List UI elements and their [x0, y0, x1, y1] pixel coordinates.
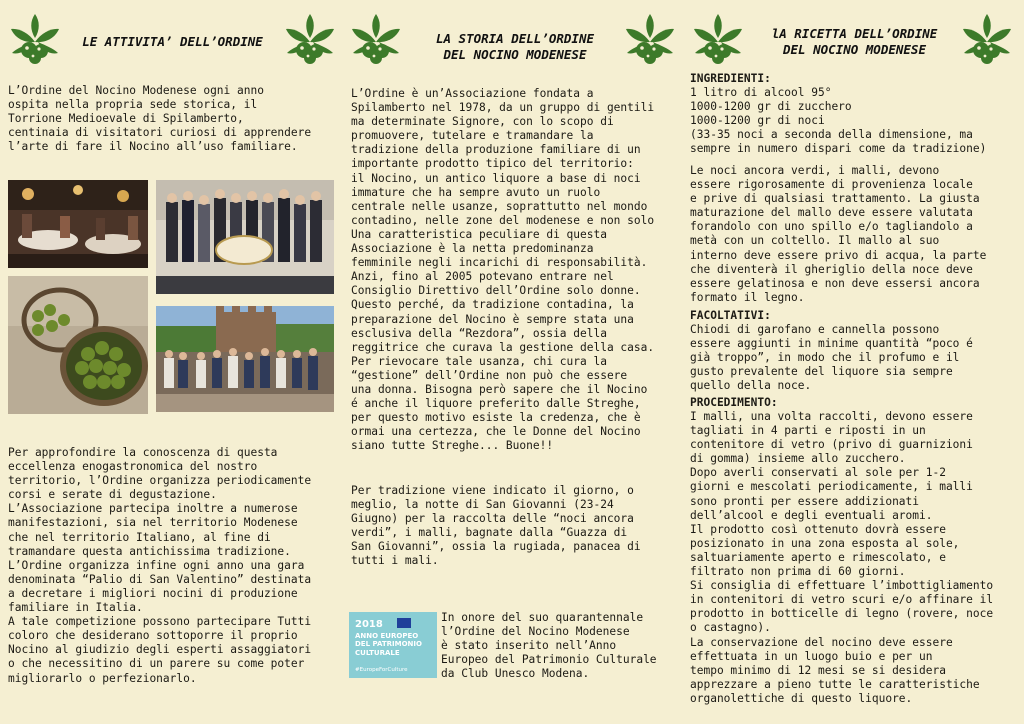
- ingredients-label: INGREDIENTI:: [690, 72, 771, 85]
- anniversary-note: In onore del suo quarantennale l’Ordine del Nocino Modenese è stato inserito nell’Anno Europeo del Patrimonio Culturale da Club Unesco Modena.: [441, 611, 657, 681]
- recipe-column: [685, 0, 1024, 724]
- history-body: L’Ordine è un’Associazione fondata a Spilamberto nel 1978, da un gruppo di gentili ma determinate Signore, con lo scopo di promuovere, tutelare e tramandare la tradizione della produzione familiare di un importante prodotto tipico del territorio: il Nocino, un antico liquore a base di noci immature che ha sempre avuto un ruolo centrale nelle usanze, soprattutto nel mondo contadino, nelle zone del modenese e non solo Una caratteristica peculiare di questa Associazione è la netta predominanza femminile negli incarichi di responsabilità. Anzi, fino al 2005 potevano entrare nel Consiglio Direttivo dell’Ordine solo donne. Questo perché, da tradizione contadina, la preparazione del Nocino è sempre stata una esclusiva della “Rezdora”, ossia della reggitrice che curava la gestione della casa. Per rievocare tale usanza, chi cura la “gestione” dell’Ordine non può che essere una donna. Bisogna però sapere che il Nocino é anche il liquore preferito dalle Streghe, per questo motivo esiste la credenza, che è ormai una certezza, che le Donne del Nocino siano tutte Streghe... Buone!!: [351, 87, 655, 453]
- activities-column: [0, 0, 345, 724]
- walnut-logo-icon: [691, 12, 745, 66]
- badge-hashtag: #EuropeForCulture: [355, 667, 408, 673]
- procedure-text: I malli, una volta raccolti, devono essere tagliati in 4 parti e riposti in un contenitore di vetro (privo di guarnizioni di gomma) insieme allo zucchero. Dopo averli conservati al sole per 1-2 giorni e mescolati periodicamente, i malli sono pronti per essere addizionati dell’alcool e degli eventuali aromi. Il prodotto così ottenuto dovrà essere posizionato in una zona esposta al sole, saltuariamente aperto e rimescolato, e filtrato non prima di 60 giorni. Si consiglia di effettuare l’imbottigliamento in contenitori di vetro scuri e/o affinare il prodotto in botticelle di legno (rovere, noce o castagno). La conservazione del nocino deve essere effettuata in un luogo buio e per un tempo minimo di 12 mesi se si desidera apprezzare a pieno tutte le caratteristiche organolettiche di questo liquore.: [690, 410, 994, 705]
- badge-text: ANNO EUROPEO DEL PATRIMONIO CULTURALE: [355, 632, 422, 657]
- recipe-header: [685, 12, 1024, 70]
- ingredients-notes: Le noci ancora verdi, i malli, devono essere rigorosamente di provenienza locale e prive di qualsiasi trattamento. La giusta maturazione del mallo deve essere valutata forandolo con uno spillo e/o tagliandolo a metà con un coltello. Il mallo al suo interno deve essere privo di acqua, la parte che diventerà il gheriglio della noce deve essere gelatinosa e non deve essersi ancora formato il legno.: [690, 164, 987, 304]
- history-column: [345, 0, 685, 724]
- recipe-title: lA RICETTA DELL’ORDINE DEL NOCINO MODENESE: [771, 26, 938, 57]
- activities-header: [0, 12, 345, 70]
- walnut-logo-icon: [349, 12, 403, 66]
- tradition-paragraph: Per tradizione viene indicato il giorno, o meglio, la notte di San Giovanni (23-24 Giugno) per la raccolta delle “noci ancora verdi”, i malli, bagnate dalla “Guazza di San Giovanni”, ossia la rugiada, panacea di tutti i mali.: [351, 484, 641, 568]
- activities-body: Per approfondire la conoscenza di questa eccellenza enogastronomica del nostro territorio, l’Ordine organizza periodicamente corsi e serate di degustazione. L’Associazione partecipa inoltre a numerose manifestazioni, sia nel territorio Modenese che nel territorio Italiano, al fine di tramandare questa antichissima tradizione. L’Ordine organizza infine ogni anno una gara denominata “Palio di San Valentino” destinata a decretare i migliori nocini di produzione familiare in Italia. A tale competizione possono partecipare Tutti coloro che desiderano sottoporre il proprio Nocino al giudizio degli esperti assaggiatori o che necessitino di un parere su come poter migliorarlo o perfezionarlo.: [8, 446, 312, 685]
- activities-intro: L’Ordine del Nocino Modenese ogni anno ospita nella propria sede storica, il Torrione Medioevale di Spilamberto, centinaia di visitatori curiosi di apprendere l’arte di fare il Nocino all’uso familiare.: [8, 84, 312, 154]
- activities-title: LE ATTIVITA’ DELL’ORDINE: [82, 34, 263, 49]
- walnut-logo-icon: [8, 12, 62, 66]
- dinner-photo: [8, 180, 148, 268]
- optional-label: FACOLTATIVI:: [690, 309, 771, 322]
- group-plate-photo: [156, 180, 334, 294]
- optional-text: Chiodi di garofano e cannella possono essere aggiunti in minime quantità “poco é già troppo”, in modo che il profumo e il gusto prevalente del liquore sia sempre quello della noce.: [690, 323, 973, 393]
- walnut-logo-icon: [283, 12, 337, 66]
- ingredients-list: 1 litro di alcool 95° 1000-1200 gr di zucchero 1000-1200 gr di noci (33-35 noci a seconda della dimensione, ma sempre in numero dispari come da tradizione): [690, 86, 987, 156]
- eu-flag-icon: [397, 618, 411, 628]
- walnut-basket-photo: [8, 276, 148, 414]
- history-header: [345, 12, 685, 70]
- heritage-year-badge: [349, 612, 437, 678]
- procedure-label: PROCEDIMENTO:: [690, 396, 778, 409]
- history-title: LA STORIA DELL’ORDINE DEL NOCINO MODENESE: [435, 31, 595, 62]
- tower-group-photo: [156, 306, 334, 412]
- walnut-logo-icon: [623, 12, 677, 66]
- badge-year: 2018: [355, 619, 383, 630]
- walnut-logo-icon: [960, 12, 1014, 66]
